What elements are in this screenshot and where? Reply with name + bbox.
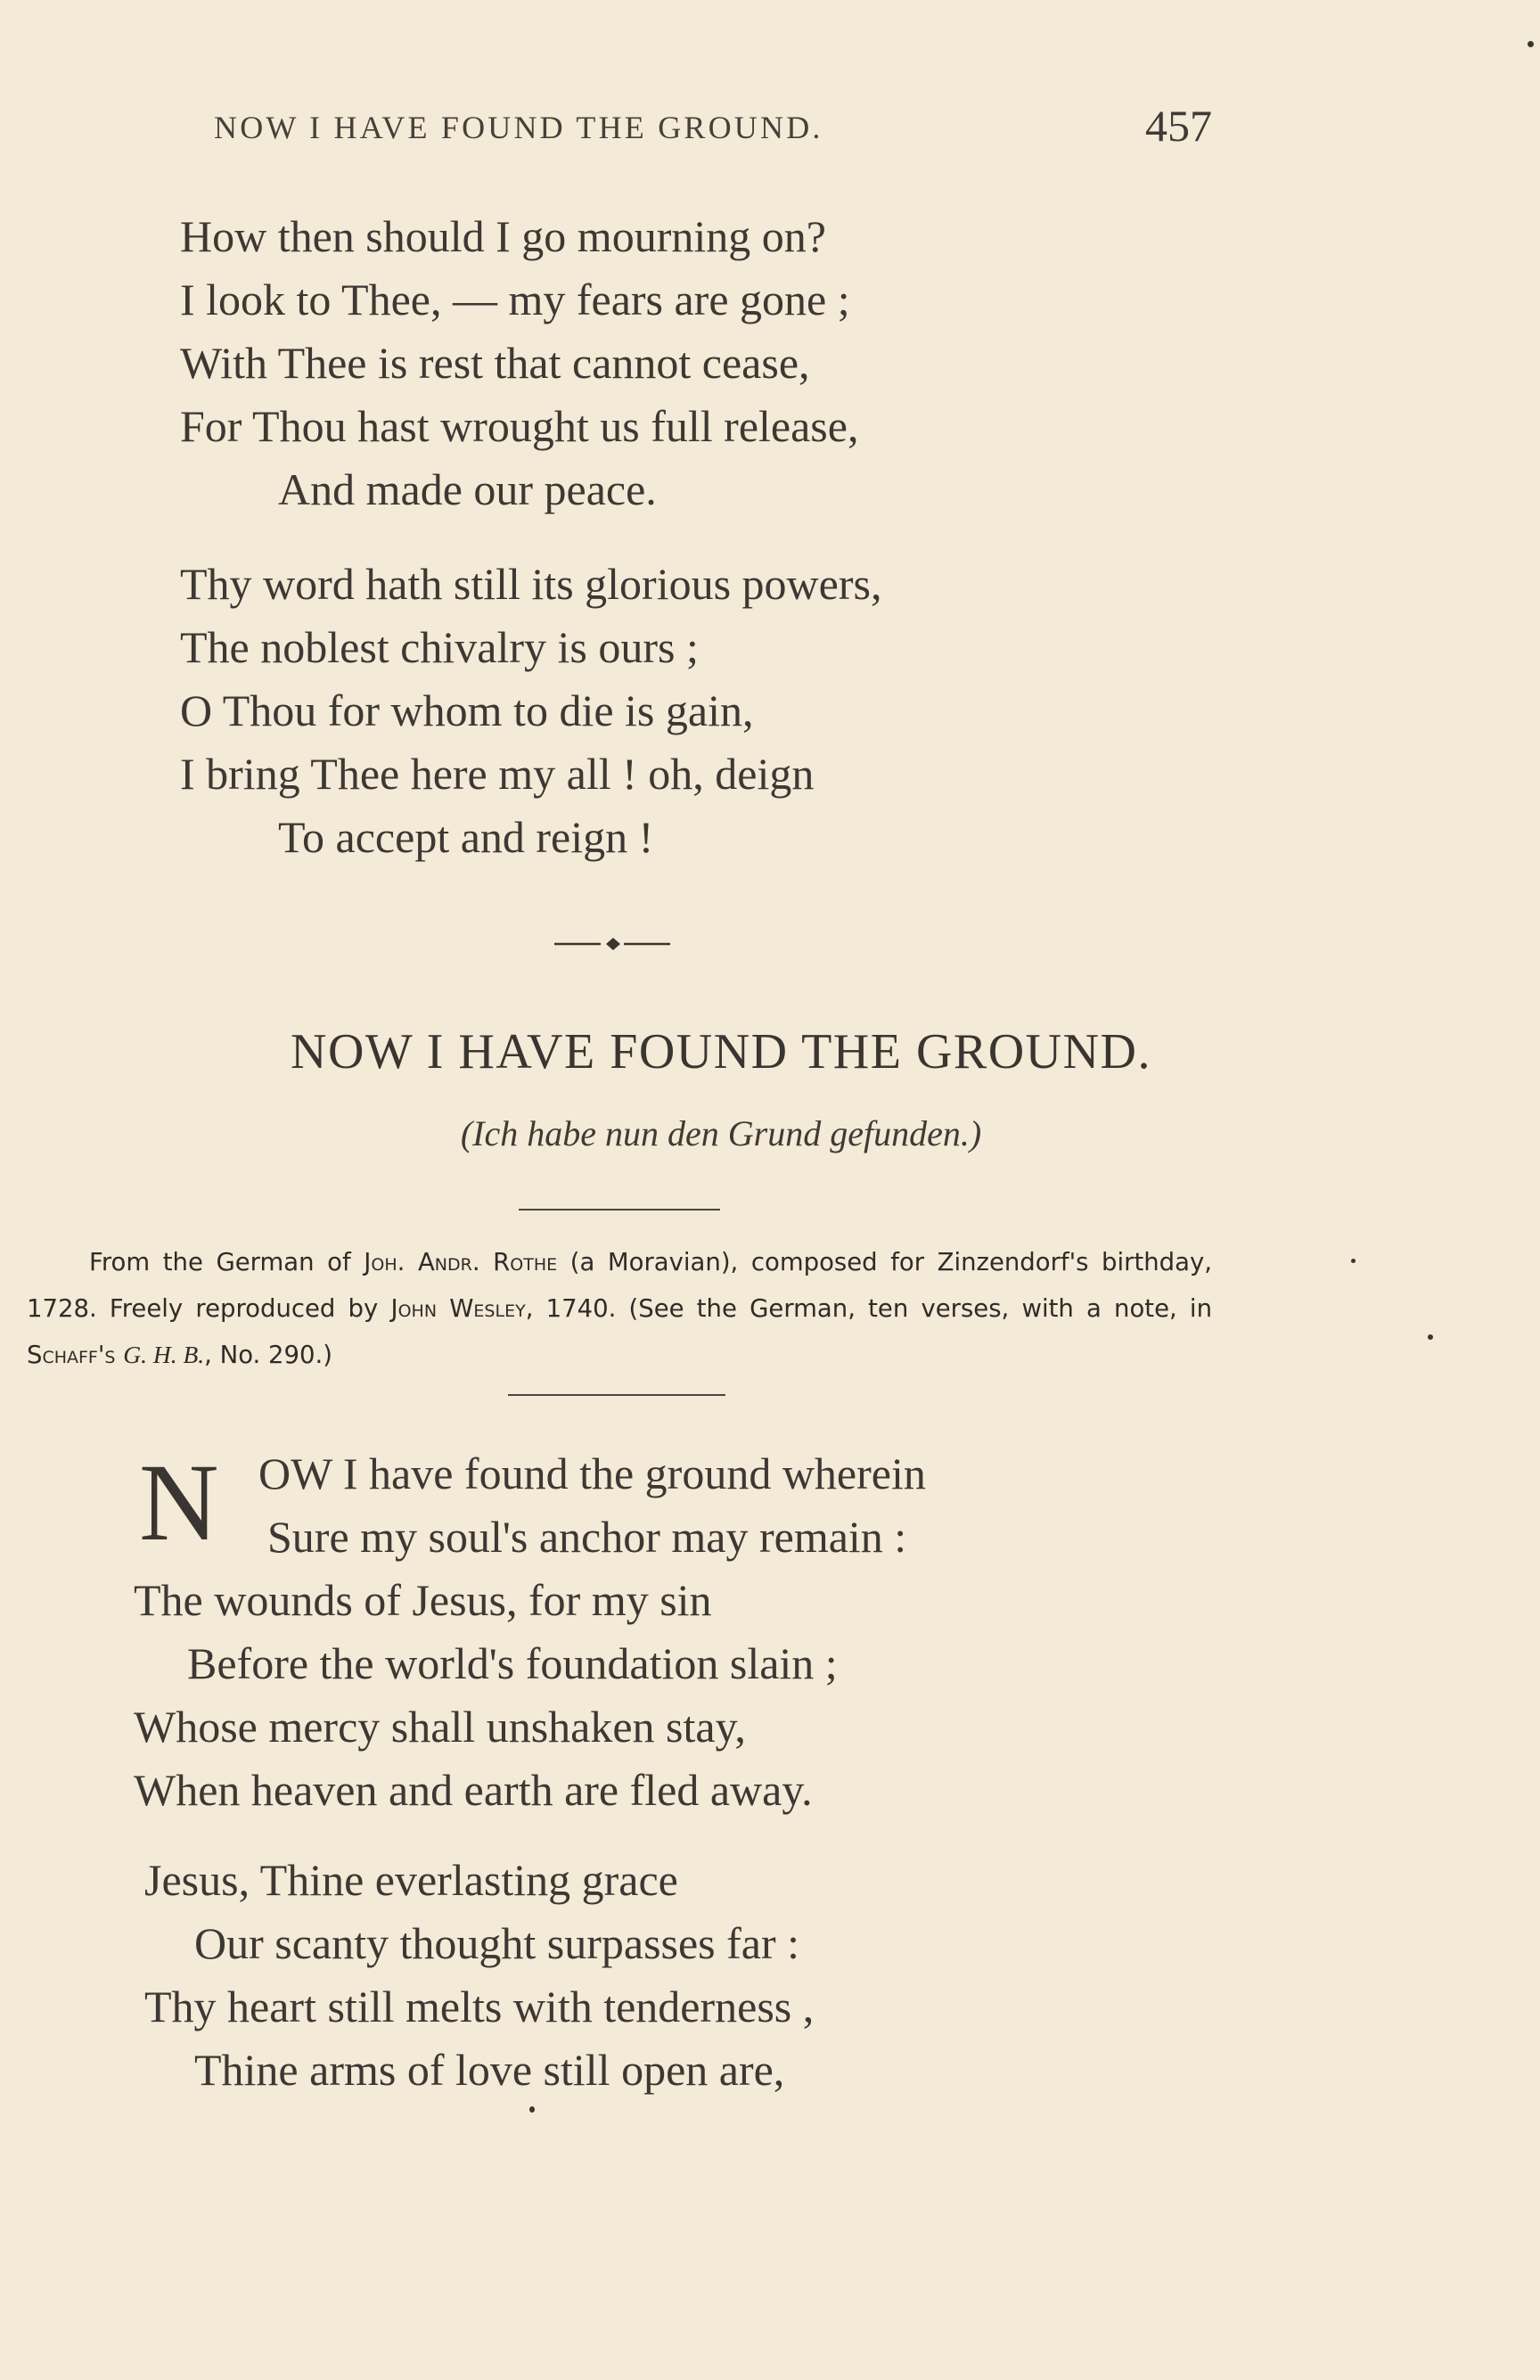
- note-text: , No. 290.): [204, 1341, 332, 1369]
- source-note: [27, 1239, 1212, 1378]
- verse-line: The wounds of Jesus, for my sin: [134, 1575, 712, 1625]
- print-speck: [1428, 1334, 1433, 1340]
- hymn-stanza-2: [144, 1849, 814, 2102]
- section-ornament: [554, 931, 670, 957]
- page-number: 457: [1145, 101, 1212, 151]
- verse-line: When heaven and earth are fled away.: [134, 1765, 813, 1815]
- print-speck: [529, 2106, 535, 2113]
- verse-line: Thy word hath still its glorious powers,: [180, 559, 882, 609]
- print-speck: [1528, 41, 1534, 47]
- verse-line: And made our peace.: [278, 464, 657, 514]
- previous-hymn-stanza-1: [180, 205, 858, 521]
- verse-line: How then should I go mourning on?: [180, 211, 826, 261]
- note-text: From the German of: [89, 1248, 365, 1276]
- verse-line: The noblest chivalry is ours ;: [180, 622, 699, 672]
- note-schaff: Schaff's: [27, 1341, 116, 1369]
- verse-line: With Thee is rest that cannot cease,: [180, 338, 810, 388]
- verse-line: To accept and reign !: [278, 812, 654, 862]
- running-head: [214, 100, 1212, 153]
- note-text: (a Moravian), composed for Zinzendorf's birthday, 1728. Freely reproduced by: [27, 1248, 1212, 1323]
- rule-below-note: [508, 1394, 725, 1396]
- hymn-subtitle: (Ich habe nun den Grund gefunden.): [460, 1113, 982, 1153]
- hymn-stanza-1: [134, 1442, 926, 1822]
- note-book-title: G. H. B.: [123, 1341, 205, 1368]
- verse-line: Our scanty thought surpasses far :: [194, 1918, 800, 1968]
- verse-line: Sure my soul's anchor may remain :: [267, 1512, 907, 1562]
- verse-line: Whose mercy shall unshaken stay,: [134, 1702, 746, 1752]
- rule-above-note: [519, 1209, 720, 1211]
- verse-line: Jesus, Thine everlasting grace: [144, 1855, 678, 1905]
- drop-cap: N: [139, 1441, 219, 1563]
- note-text: , 1740. (See the German, ten verses, with a note, in: [525, 1294, 1212, 1323]
- running-title: NOW I HAVE FOUND THE GROUND.: [214, 110, 823, 145]
- verse-line: For Thou hast wrought us full release,: [180, 401, 859, 451]
- verse-line: O Thou for whom to die is gain,: [180, 685, 754, 735]
- verse-line: Thy heart still melts with tenderness ,: [144, 1982, 815, 2031]
- note-author-rothe: Joh. Andr. Rothe: [364, 1248, 558, 1276]
- verse-line: I look to Thee, — my fears are gone ;: [180, 275, 850, 324]
- verse-line: Thine arms of love still open are,: [194, 2045, 785, 2095]
- verse-line: OW I have found the ground wherein: [258, 1449, 926, 1498]
- print-speck: [1351, 1259, 1356, 1263]
- verse-line: Before the world's foundation slain ;: [187, 1638, 838, 1688]
- previous-hymn-stanza-2: [180, 553, 881, 869]
- verse-line: I bring Thee here my all ! oh, deign: [180, 749, 815, 799]
- note-author-wesley: John Wesley: [390, 1294, 526, 1323]
- hymn-title: NOW I HAVE FOUND THE GROUND.: [291, 1024, 1151, 1079]
